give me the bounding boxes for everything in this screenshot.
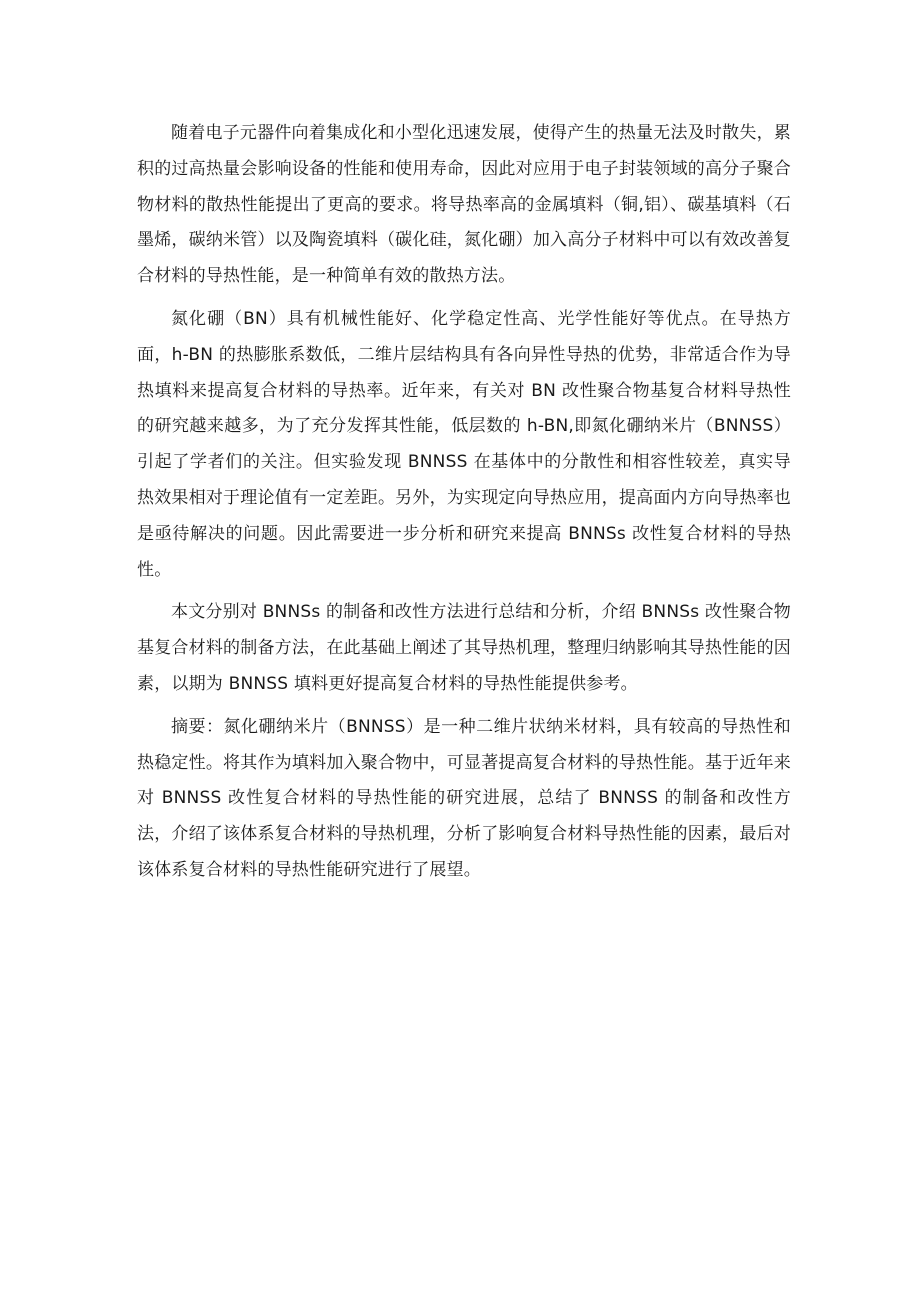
paragraph-abstract: 摘要：氮化硼纳米片（BNNSS）是一种二维片状纳米材料，具有较高的导热性和热稳定性。将其作为填料加入聚合物中，可显著提高复合材料的导热性能。基于近年来对 BNNSS 改性复合材料的导热性能的研究进展，总结了 BNNSS 的制备和改性方法，介绍了该体系复合材料的导热机理，分析了影响复合材料导热性能的因素，最后对该体系复合材料的导热性能研究进行了展望。 [137, 716, 791, 880]
document-body [137, 116, 791, 896]
paragraph-boron-nitride: 氮化硼（BN）具有机械性能好、化学稳定性高、光学性能好等优点。在导热方面，h-BN 的热膨胀系数低，二维片层结构具有各向异性导热的优势，非常适合作为导热填料来提高复合材料的导热率。近年来，有关对 BN 改性聚合物基复合材料导热性的研究越来越多，为了充分发挥其性能，低层数的 h-BN,即氮化硼纳米片（BNNSS）引起了学者们的关注。但实验发现 BNNSS 在基体中的分散性和相容性较差，真实导热效果相对于理论值有一定差距。另外，为实现定向导热应用，提高面内方向导热率也是亟待解决的问题。因此需要进一步分析和研究来提高 BNNSs 改性复合材料的导热性。 [137, 308, 791, 580]
paragraph-scope: 本文分别对 BNNSs 的制备和改性方法进行总结和分析，介绍 BNNSs 改性聚合物基复合材料的制备方法，在此基础上阐述了其导热机理，整理归纳影响其导热性能的因素，以期为 BNNSS 填料更好提高复合材料的导热性能提供参考。 [137, 602, 791, 694]
paragraph-intro: 随着电子元器件向着集成化和小型化迅速发展，使得产生的热量无法及时散失，累积的过高热量会影响设备的性能和使用寿命，因此对应用于电子封装领域的高分子聚合物材料的散热性能提出了更高的要求。将导热率高的金属填料（铜,铝）、碳基填料（石墨烯，碳纳米管）以及陶瓷填料（碳化硅，氮化硼）加入高分子材料中可以有效改善复合材料的导热性能，是一种简单有效的散热方法。 [137, 123, 791, 287]
